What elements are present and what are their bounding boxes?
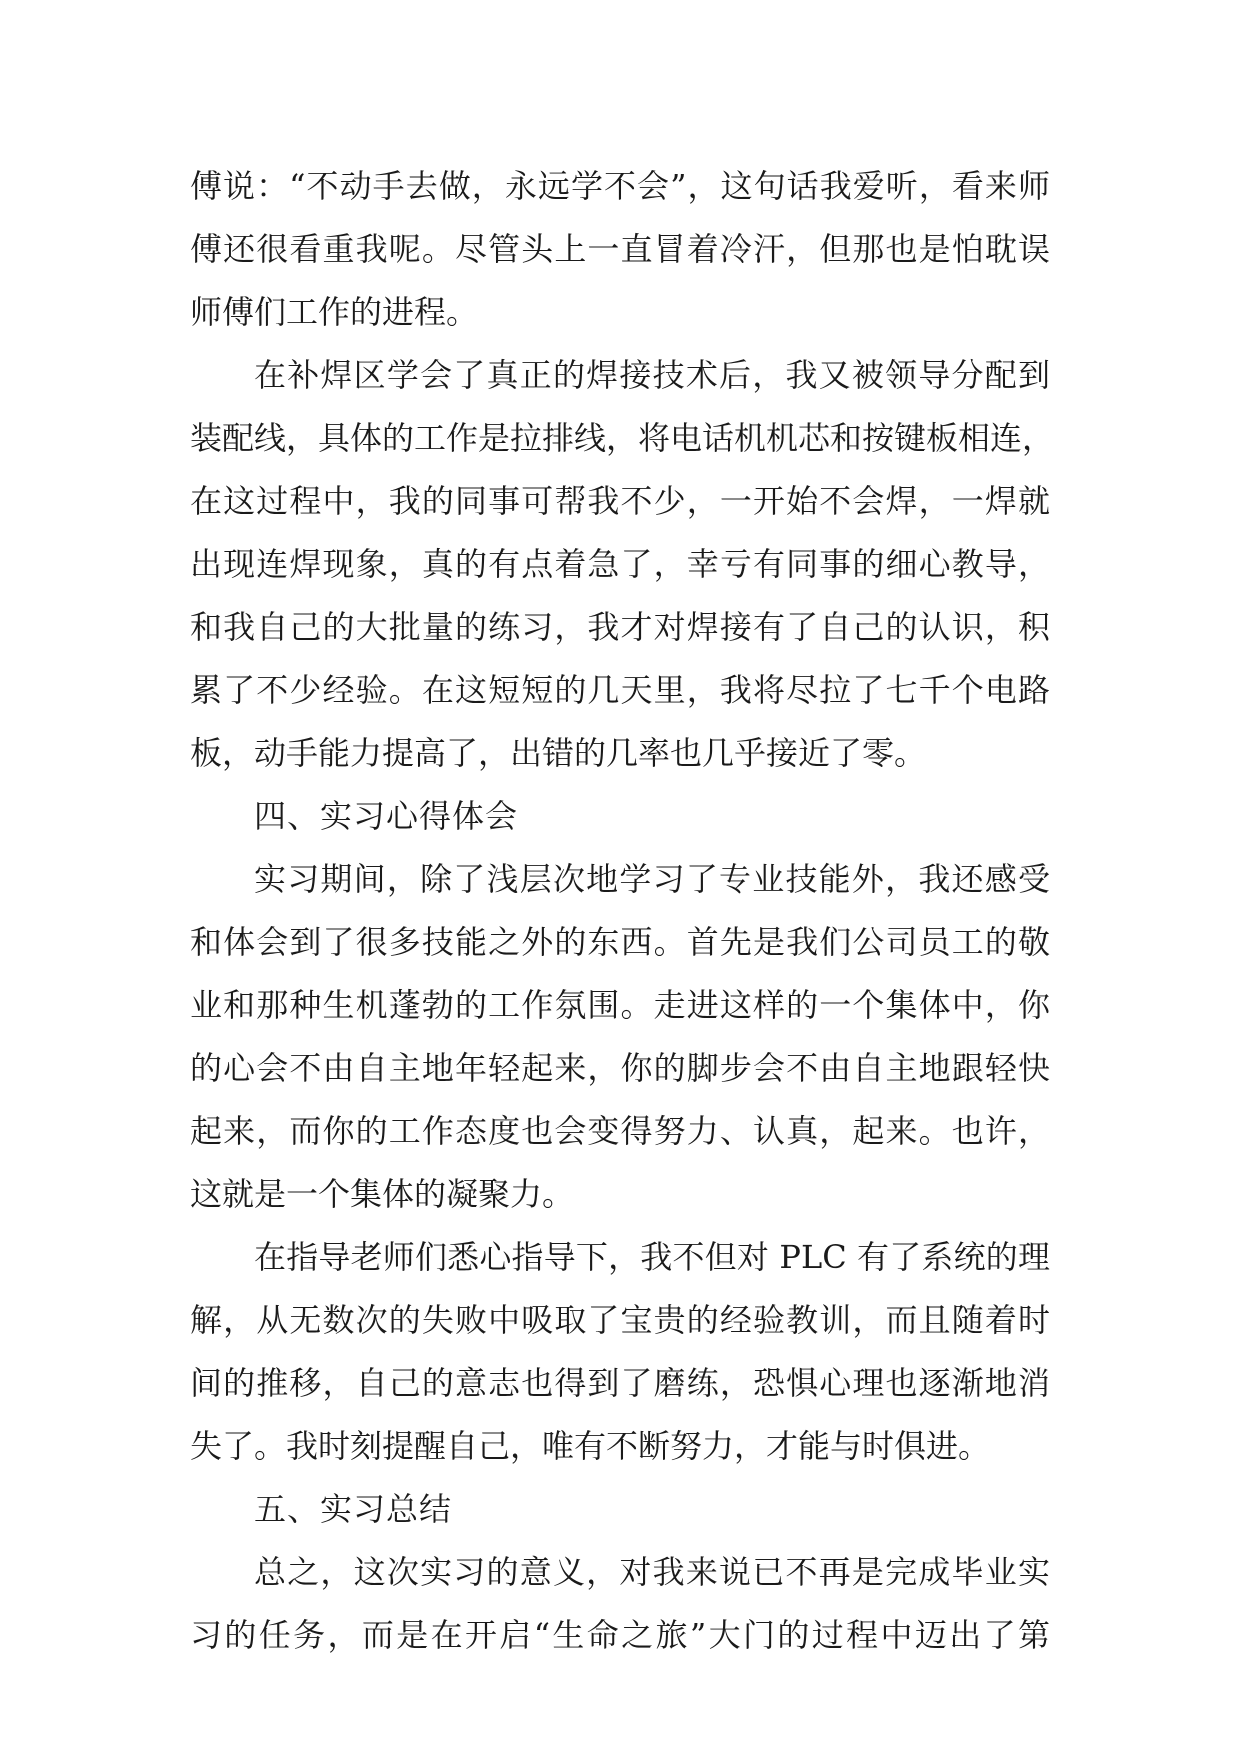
paragraph [190, 1226, 1050, 1478]
paragraph [190, 848, 1050, 1226]
text-line: 和我自己的大批量的练习，我才对焊接有了自己的认识，积 [190, 608, 1050, 646]
text-line: 总之，这次实习的意义，对我来说已不再是完成毕业实 [254, 1553, 1050, 1591]
text-line: 在指导老师们悉心指导下，我不但对 PLC 有了系统的理 [254, 1238, 1050, 1276]
document-body [190, 155, 1055, 1667]
text-line: 出现连焊现象，真的有点着急了，幸亏有同事的细心教导， [190, 545, 1050, 583]
paragraph [190, 155, 1050, 344]
paragraph [190, 1541, 1050, 1667]
text-line: 失了。我时刻提醒自己，唯有不断努力，才能与时俱进。 [190, 1427, 991, 1465]
text-line: 习的任务，而是在开启“生命之旅”大门的过程中迈出了第 [190, 1616, 1050, 1654]
text-line: 间的推移，自己的意志也得到了磨练，恐惧心理也逐渐地消 [190, 1364, 1050, 1402]
text-line: 累了不少经验。在这短短的几天里，我将尽拉了七千个电路 [190, 671, 1050, 709]
text-line: 实习期间，除了浅层次地学习了专业技能外，我还感受 [254, 860, 1050, 898]
text-line: 这就是一个集体的凝聚力。 [190, 1175, 575, 1213]
text-line: 傅说：“不动手去做，永远学不会”，这句话我爱听，看来师 [190, 167, 1050, 205]
text-line: 板，动手能力提高了，出错的几率也几乎接近了零。 [190, 734, 927, 772]
text-line: 装配线，具体的工作是拉排线，将电话机机芯和按键板相连， [190, 419, 1055, 457]
text-line: 在这过程中，我的同事可帮我不少，一开始不会焊，一焊就 [190, 482, 1050, 520]
text-line: 的心会不由自主地年轻起来，你的脚步会不由自主地跟轻快 [190, 1049, 1050, 1087]
text-line: 傅还很看重我呢。尽管头上一直冒着冷汗，但那也是怕耽误 [190, 230, 1050, 268]
text-line: 起来，而你的工作态度也会变得努力、认真，起来。也许， [190, 1112, 1050, 1150]
section-heading: 四、实习心得体会 [254, 797, 519, 835]
text-line: 解，从无数次的失败中吸取了宝贵的经验教训，而且随着时 [190, 1301, 1050, 1339]
text-line: 师傅们工作的进程。 [190, 293, 479, 331]
text-line: 在补焊区学会了真正的焊接技术后，我又被领导分配到 [254, 356, 1050, 394]
paragraph [190, 344, 1055, 785]
text-line: 和体会到了很多技能之外的东西。首先是我们公司员工的敬 [190, 923, 1050, 961]
text-line: 业和那种生机蓬勃的工作氛围。走进这样的一个集体中，你 [190, 986, 1050, 1024]
section-heading: 五、实习总结 [254, 1490, 453, 1528]
